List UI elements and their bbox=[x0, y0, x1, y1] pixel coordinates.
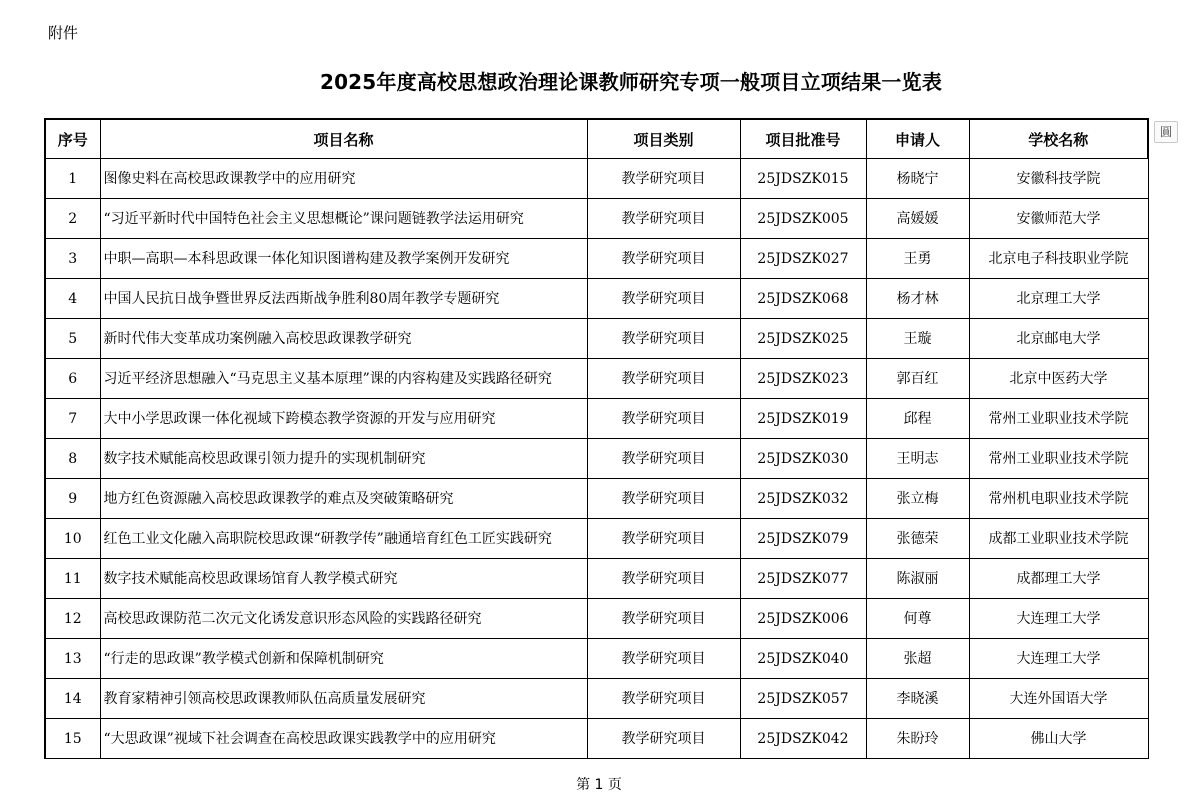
cell-school-name: 大连理工大学 bbox=[969, 639, 1148, 679]
cell-applicant: 王勇 bbox=[866, 239, 969, 279]
cell-project-name: 大中小学思政课一体化视域下跨模态教学资源的开发与应用研究 bbox=[100, 399, 587, 439]
cell-approval-number: 25JDSZK042 bbox=[740, 719, 866, 759]
cell-school-name: 安徽科技学院 bbox=[969, 159, 1148, 199]
cell-index: 2 bbox=[45, 199, 100, 239]
cell-applicant: 何尊 bbox=[866, 599, 969, 639]
table-row bbox=[45, 159, 1148, 199]
cell-project-category: 教学研究项目 bbox=[587, 159, 740, 199]
cell-index: 12 bbox=[45, 599, 100, 639]
header-project-name: 项目名称 bbox=[100, 119, 587, 159]
cell-project-name: 地方红色资源融入高校思政课教学的难点及突破策略研究 bbox=[100, 479, 587, 519]
cell-approval-number: 25JDSZK079 bbox=[740, 519, 866, 559]
cell-project-category: 教学研究项目 bbox=[587, 479, 740, 519]
cell-index: 3 bbox=[45, 239, 100, 279]
cell-project-name: 习近平经济思想融入“马克思主义基本原理”课的内容构建及实践路径研究 bbox=[100, 359, 587, 399]
cell-project-category: 教学研究项目 bbox=[587, 399, 740, 439]
cell-school-name: 成都工业职业技术学院 bbox=[969, 519, 1148, 559]
cell-project-category: 教学研究项目 bbox=[587, 279, 740, 319]
cell-project-name: 中国人民抗日战争暨世界反法西斯战争胜利80周年教学专题研究 bbox=[100, 279, 587, 319]
cell-project-category: 教学研究项目 bbox=[587, 719, 740, 759]
cell-school-name: 北京电子科技职业学院 bbox=[969, 239, 1148, 279]
cell-project-name: 中职—高职—本科思政课一体化知识图谱构建及教学案例开发研究 bbox=[100, 239, 587, 279]
cell-project-category: 教学研究项目 bbox=[587, 239, 740, 279]
cell-index: 15 bbox=[45, 719, 100, 759]
cell-school-name: 成都理工大学 bbox=[969, 559, 1148, 599]
page-footer: 第 1 页 bbox=[576, 777, 622, 793]
cell-approval-number: 25JDSZK068 bbox=[740, 279, 866, 319]
cell-index: 1 bbox=[45, 159, 100, 199]
cell-school-name: 大连理工大学 bbox=[969, 599, 1148, 639]
cell-applicant: 陈淑丽 bbox=[866, 559, 969, 599]
cell-project-category: 教学研究项目 bbox=[587, 439, 740, 479]
cell-project-name: “行走的思政课”教学模式创新和保障机制研究 bbox=[100, 639, 587, 679]
cell-project-category: 教学研究项目 bbox=[587, 639, 740, 679]
cell-applicant: 张超 bbox=[866, 639, 969, 679]
cell-school-name: 常州工业职业技术学院 bbox=[969, 399, 1148, 439]
cell-index: 8 bbox=[45, 439, 100, 479]
table-row bbox=[45, 399, 1148, 439]
cell-approval-number: 25JDSZK025 bbox=[740, 319, 866, 359]
cell-school-name: 北京邮电大学 bbox=[969, 319, 1148, 359]
cell-index: 13 bbox=[45, 639, 100, 679]
cell-applicant: 高媛媛 bbox=[866, 199, 969, 239]
table-row bbox=[45, 239, 1148, 279]
cell-applicant: 王明志 bbox=[866, 439, 969, 479]
table-row bbox=[45, 279, 1148, 319]
cell-applicant: 杨晓宁 bbox=[866, 159, 969, 199]
header-school-name: 学校名称 bbox=[969, 119, 1148, 159]
cell-approval-number: 25JDSZK019 bbox=[740, 399, 866, 439]
cell-index: 14 bbox=[45, 679, 100, 719]
cell-project-name: “大思政课”视域下社会调查在高校思政课实践教学中的应用研究 bbox=[100, 719, 587, 759]
header-applicant: 申请人 bbox=[866, 119, 969, 159]
cell-project-name: 高校思政课防范二次元文化诱发意识形态风险的实践路径研究 bbox=[100, 599, 587, 639]
header-approval-number: 项目批准号 bbox=[740, 119, 866, 159]
cell-school-name: 安徽师范大学 bbox=[969, 199, 1148, 239]
cell-project-name: 数字技术赋能高校思政课场馆育人教学模式研究 bbox=[100, 559, 587, 599]
table-row bbox=[45, 199, 1148, 239]
table-row bbox=[45, 679, 1148, 719]
cell-approval-number: 25JDSZK077 bbox=[740, 559, 866, 599]
cell-approval-number: 25JDSZK015 bbox=[740, 159, 866, 199]
cell-project-category: 教学研究项目 bbox=[587, 559, 740, 599]
cell-project-name: 数字技术赋能高校思政课引领力提升的实现机制研究 bbox=[100, 439, 587, 479]
cell-project-category: 教学研究项目 bbox=[587, 359, 740, 399]
table-row bbox=[45, 519, 1148, 559]
cell-applicant: 李晓溪 bbox=[866, 679, 969, 719]
cell-approval-number: 25JDSZK023 bbox=[740, 359, 866, 399]
cell-project-category: 教学研究项目 bbox=[587, 319, 740, 359]
table-row bbox=[45, 479, 1148, 519]
header-index: 序号 bbox=[45, 119, 100, 159]
cell-approval-number: 25JDSZK027 bbox=[740, 239, 866, 279]
cell-applicant: 朱盼玲 bbox=[866, 719, 969, 759]
cell-applicant: 张德荣 bbox=[866, 519, 969, 559]
cell-applicant: 郭百红 bbox=[866, 359, 969, 399]
cell-index: 7 bbox=[45, 399, 100, 439]
cell-project-category: 教学研究项目 bbox=[587, 199, 740, 239]
cell-project-category: 教学研究项目 bbox=[587, 599, 740, 639]
side-toolbar-icon[interactable]: 圓 bbox=[1154, 121, 1178, 143]
header-project-category: 项目类别 bbox=[587, 119, 740, 159]
cell-applicant: 杨才林 bbox=[866, 279, 969, 319]
cell-applicant: 邱程 bbox=[866, 399, 969, 439]
cell-project-name: 图像史料在高校思政课教学中的应用研究 bbox=[100, 159, 587, 199]
cell-project-name: 新时代伟大变革成功案例融入高校思政课教学研究 bbox=[100, 319, 587, 359]
cell-approval-number: 25JDSZK057 bbox=[740, 679, 866, 719]
cell-school-name: 大连外国语大学 bbox=[969, 679, 1148, 719]
cell-applicant: 张立梅 bbox=[866, 479, 969, 519]
cell-school-name: 佛山大学 bbox=[969, 719, 1148, 759]
cell-index: 10 bbox=[45, 519, 100, 559]
cell-project-category: 教学研究项目 bbox=[587, 679, 740, 719]
cell-school-name: 常州工业职业技术学院 bbox=[969, 439, 1148, 479]
cell-approval-number: 25JDSZK032 bbox=[740, 479, 866, 519]
results-table bbox=[44, 118, 1149, 759]
attachment-label: 附件 bbox=[48, 24, 79, 42]
cell-project-name: “习近平新时代中国特色社会主义思想概论”课问题链教学法运用研究 bbox=[100, 199, 587, 239]
cell-school-name: 北京理工大学 bbox=[969, 279, 1148, 319]
table-row bbox=[45, 439, 1148, 479]
table-row bbox=[45, 559, 1148, 599]
cell-school-name: 北京中医药大学 bbox=[969, 359, 1148, 399]
cell-approval-number: 25JDSZK006 bbox=[740, 599, 866, 639]
table-row bbox=[45, 599, 1148, 639]
cell-approval-number: 25JDSZK005 bbox=[740, 199, 866, 239]
cell-applicant: 王璇 bbox=[866, 319, 969, 359]
cell-approval-number: 25JDSZK040 bbox=[740, 639, 866, 679]
cell-approval-number: 25JDSZK030 bbox=[740, 439, 866, 479]
cell-project-name: 教育家精神引领高校思政课教师队伍高质量发展研究 bbox=[100, 679, 587, 719]
cell-index: 6 bbox=[45, 359, 100, 399]
table-row bbox=[45, 319, 1148, 359]
table-row bbox=[45, 639, 1148, 679]
table-row bbox=[45, 359, 1148, 399]
cell-index: 4 bbox=[45, 279, 100, 319]
table-body bbox=[45, 159, 1148, 759]
cell-school-name: 常州机电职业技术学院 bbox=[969, 479, 1148, 519]
cell-index: 9 bbox=[45, 479, 100, 519]
cell-index: 5 bbox=[45, 319, 100, 359]
document-title: 2025年度高校思想政治理论课教师研究专项一般项目立项结果一览表 bbox=[319, 70, 943, 94]
cell-project-name: 红色工业文化融入高职院校思政课“研教学传”融通培育红色工匠实践研究 bbox=[100, 519, 587, 559]
table-row bbox=[45, 719, 1148, 759]
cell-index: 11 bbox=[45, 559, 100, 599]
table-header-row bbox=[45, 119, 1148, 159]
cell-project-category: 教学研究项目 bbox=[587, 519, 740, 559]
